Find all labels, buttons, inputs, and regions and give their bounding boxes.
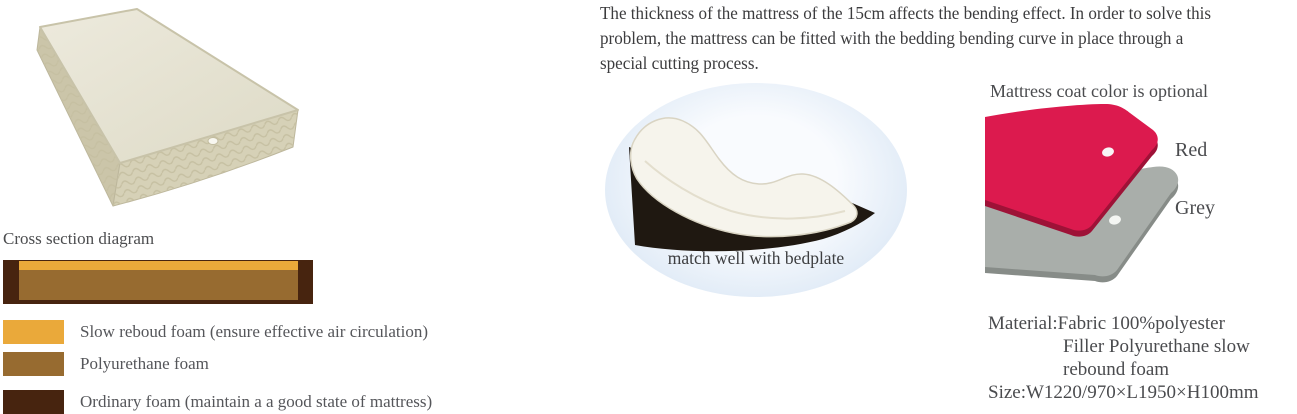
spec-line-filler: Filler Polyurethane slow [1063, 336, 1250, 357]
cross-section-slow-rebound-layer [19, 261, 298, 270]
spec-line-filler2: rebound foam [1063, 359, 1170, 380]
mattress-tag [208, 138, 218, 145]
cross-section-title: Cross section diagram [3, 229, 155, 248]
bedplate-oval-photo [605, 83, 907, 297]
legend-swatch-slow-rebound [3, 320, 64, 344]
legend-label: Polyurethane foam [80, 354, 209, 373]
spec-line-material: Material:Fabric 100%polyester [988, 313, 1225, 334]
coat-color-options-photo [975, 100, 1235, 290]
legend-label: Ordinary foam (maintain a a good state of mattress) [80, 392, 433, 411]
oval-caption: match well with bedplate [667, 248, 845, 268]
legend-row [3, 390, 432, 414]
legend-swatch-polyurethane [3, 352, 64, 376]
beige-mattress-photo [25, 0, 315, 220]
paragraph-line: special cutting process. [600, 53, 759, 73]
legend-row [3, 352, 209, 376]
legend-swatch-ordinary [3, 390, 64, 414]
paragraph-line: The thickness of the mattress of the 15cm affects the bending effect. In order to solve this [600, 3, 1212, 23]
paragraph-line: problem, the mattress can be fitted with the bedding bending curve in place through a [600, 28, 1184, 48]
spec-block [988, 312, 1259, 404]
cross-section-diagram [3, 260, 313, 304]
color-option-label-red: Red [1175, 139, 1208, 161]
color-option-label-grey: Grey [1175, 197, 1215, 219]
legend-row [3, 320, 428, 344]
spec-line-size: Size:W1220/970×L1950×H100mm [988, 382, 1259, 403]
cross-section-polyurethane-layer [19, 270, 298, 300]
coat-color-title: Mattress coat color is optional [990, 81, 1208, 101]
legend-label: Slow reboud foam (ensure effective air circulation) [80, 322, 429, 341]
description-paragraph [600, 1, 1283, 76]
